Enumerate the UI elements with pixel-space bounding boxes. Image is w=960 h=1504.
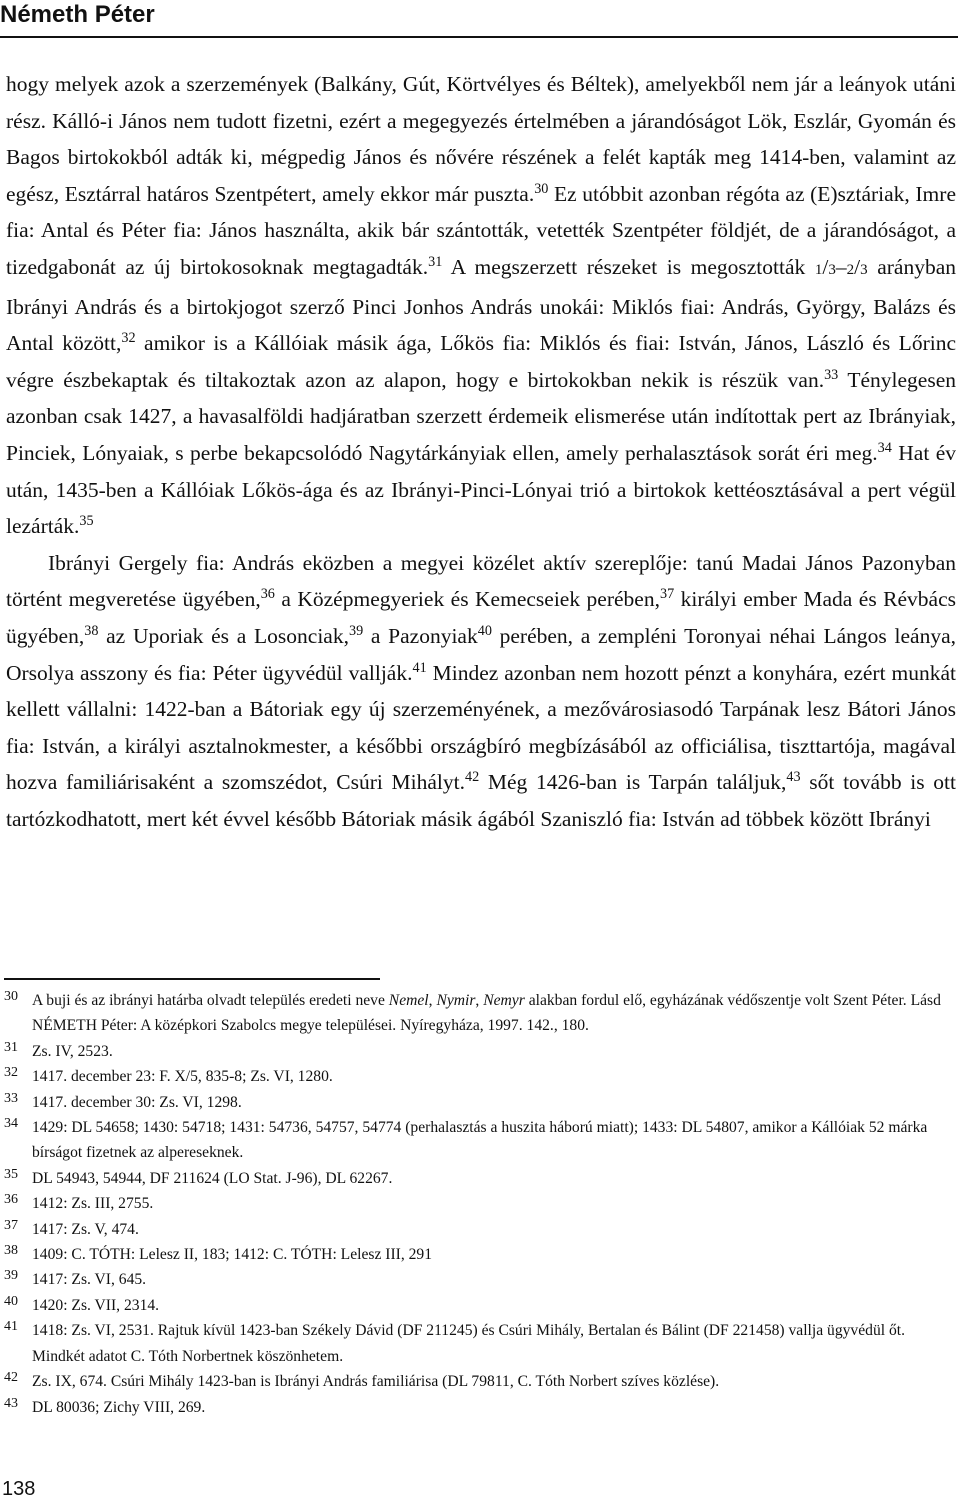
- footnotes: [4, 988, 956, 1420]
- text-run: az Uporiak és a Losonciak,: [98, 623, 349, 648]
- footnote-reference: 33: [824, 366, 839, 383]
- text-run: A megszerzett részeket is megosztották: [442, 254, 815, 279]
- text-run: 1429: DL 54658; 1430: 54718; 1431: 54736, 54757, 54774 (perhalasztás a huszita háború miatt); 1433: DL 54807, amikor a Kállóiak 52 márka bírságot fizetnek az alpereseknek.: [32, 1119, 928, 1162]
- footnote-number: 31: [4, 1039, 18, 1055]
- footnote-item: [4, 1318, 956, 1369]
- running-head-author: Németh Péter: [0, 1, 155, 28]
- italic-run: Nemel: [388, 992, 429, 1009]
- footnote-number: 42: [4, 1370, 18, 1386]
- footnote-reference: 43: [786, 769, 801, 786]
- footnote-item: [4, 1166, 956, 1191]
- text-run: 1417. december 23: F. X/5, 835-8; Zs. VI, 1280.: [32, 1068, 333, 1086]
- text-run: DL 54943, 54944, DF 211624 (LO Stat. J-96), DL 62267.: [32, 1169, 393, 1187]
- text-run: amikor is a Kállóiak másik ága, Lőkös fia: Miklós és fiai: István, János, László és Lőrinc végre észbekaptak és tiltakoztak azon az alapon, hogy e birtokokban nekik is részük van.: [6, 331, 956, 392]
- text-run: 1418: Zs. VI, 2531. Rajtuk kívül 1423-ban Székely Dávid (DF 211245) és Csúri Mihály, Bertalan és Bálint (DF 221458) vallja ügyvédül őt. Mindkét adatot C. Tóth Norbertnek köszönhetem.: [32, 1322, 905, 1365]
- text-run: DL 80036; Zichy VIII, 269.: [32, 1398, 206, 1416]
- text-run: Még 1426-ban is Tarpán találjuk,: [479, 770, 787, 795]
- text-run: Ibrányi Gergely fia: András eközben a megyei közélet aktív szereplője: tanú Madai János Pazonyban történt megveretése ügyében,: [6, 550, 956, 612]
- footnote-number: 35: [4, 1166, 18, 1182]
- footnote-number: 38: [4, 1243, 18, 1259]
- footnote-item: [4, 1217, 956, 1242]
- main-text: [6, 66, 956, 837]
- footnote-item: [4, 1267, 956, 1292]
- footnote-item: [4, 1191, 956, 1216]
- footnote-number: 33: [4, 1090, 18, 1106]
- footnote-reference: 38: [84, 623, 99, 640]
- footnote-item: [4, 1293, 956, 1318]
- text-run: Hat év után, 1435-ben a Kállóiak Lőkös-ága és az Ibrányi-Pinci-Lónyai trió a birtokok kettéosztásával a pert végül lezárták.: [6, 440, 956, 539]
- footnote-reference: 36: [260, 586, 275, 603]
- text-run: /: [822, 254, 829, 279]
- text-run: Ténylegesen azonban csak 1427, a havasalföldi hadjáratban szerzett érdemeik elismerése után indítottak pert az Ibrányiak, Pinciek, Lónyaiak, s perbe bekapcsolódó Nagytárkányiak ellen, amely perhalasztások sorát éri meg.: [6, 367, 956, 465]
- text-run: /: [854, 254, 861, 279]
- footnote-reference: 42: [465, 769, 480, 786]
- text-run: ,: [428, 992, 437, 1009]
- fraction-digit: 2: [846, 261, 855, 278]
- footnote-number: 43: [4, 1395, 18, 1411]
- italic-run: Nymir: [436, 992, 476, 1009]
- footnote-item: [4, 1369, 956, 1394]
- text-run: 1417. december 30: Zs. VI, 1298.: [32, 1093, 242, 1111]
- text-run: Mindez azonban nem hozott pénzt a konyhára, ezért munkát kellett vállalni: 1422-ban a Bátoriak egy új szerzeményének, a mezővárosiasodó Tarpának lesz Bátori János fia: István, a királyi asztalnokmester, a későbbi országbíró megbízásából az officiálisa, tiszttartója, magával hozva familiárisaként a szomszédot, Csúri Mihályt.: [6, 660, 956, 795]
- text-run: ,: [475, 992, 484, 1009]
- footnote-number: 34: [4, 1116, 18, 1132]
- footnote-reference: 32: [121, 330, 136, 347]
- footnote-item: [4, 1115, 956, 1166]
- page-number: 138: [2, 1478, 36, 1500]
- footnote-reference: 40: [477, 623, 492, 640]
- footnote-number: 39: [4, 1268, 18, 1284]
- footnote-number: 41: [4, 1319, 18, 1335]
- text-run: 1420: Zs. VII, 2314.: [32, 1296, 160, 1314]
- text-run: sőt tovább is ott tartózkodhatott, mert két évvel később Bátoriak másik ágából Szaniszló fia: István ad többek között Ibrányi: [6, 770, 956, 831]
- text-run: alakban fordul elő, egyházának védőszentje volt Szent Péter. Lásd NÉMETH Péter: A középkori Szabolcs megye települései. Nyíregyháza, 1997. 142., 180.: [32, 992, 941, 1035]
- footnote-item: [4, 1039, 956, 1064]
- text-run: 1409: C. TÓTH: Lelesz II, 183; 1412: C. TÓTH: Lelesz III, 291: [32, 1246, 433, 1264]
- text-run: 1412: Zs. III, 2755.: [32, 1195, 154, 1213]
- text-run: hogy melyek azok a szerzemények (Balkány, Gút, Körtvélyes és Béltek), amelyekből nem jár a leányok utáni rész. Kálló-i János nem tudott fizetni, ezért a megegyezés értelmében a járandóságot Lök, Eszlár, Gyomán és Bagos birtokokból adták ki, mégpedig János és nővére részének a felét kapták meg 1414-ben, valamint az egész, Esztárral határos Szentpétert, amely ekkor már puszta.: [6, 72, 956, 206]
- footnote-item: [4, 1395, 956, 1420]
- footnote-reference: 31: [428, 254, 443, 271]
- footnote-reference: 41: [412, 659, 427, 676]
- page-header: [0, 0, 960, 36]
- footnote-item: [4, 988, 956, 1039]
- footnote-item: [4, 1064, 956, 1089]
- text-run: a Középmegyeriek és Kemecseiek perében,: [274, 587, 660, 612]
- footnote-number: 36: [4, 1192, 18, 1208]
- footnote-number: 32: [4, 1065, 18, 1081]
- fraction-digit: 3: [828, 261, 836, 278]
- footnote-item: [4, 1090, 956, 1115]
- footnote-reference: 34: [877, 440, 892, 457]
- text-run: királyi ember Mada és Révbács ügyében,: [6, 587, 956, 648]
- text-run: arányban Ibrányi András és a birtokjogot szerző Pinci Jonhos András unokái: Miklós fiai: András, György, Balázs és Antal között,: [6, 254, 956, 356]
- text-run: Zs. IV, 2523.: [32, 1042, 113, 1060]
- italic-run: Nemyr: [483, 992, 525, 1009]
- footnote-reference: 30: [534, 180, 549, 197]
- footnote-number: 37: [4, 1217, 18, 1233]
- text-run: Zs. IX, 674. Csúri Mihály 1423-ban is Ibrányi András familiárisa (DL 79811, C. Tóth Norbert szíves közlése).: [32, 1373, 720, 1391]
- text-run: A buji és az ibrányi határba olvadt település eredeti neve: [32, 992, 389, 1009]
- text-run: 1417: Zs. V, 474.: [32, 1220, 139, 1238]
- text-run: a Pazonyiak: [363, 623, 478, 648]
- header-rule: [0, 36, 958, 38]
- paragraph-2: [6, 545, 956, 838]
- footnote-separator: [4, 978, 380, 980]
- paragraph-1: [6, 66, 956, 545]
- footnote-number: 40: [4, 1293, 18, 1309]
- footnote-reference: 37: [659, 586, 675, 603]
- text-run: perében, a zempléni Toronyai néhai Lángos leánya, Orsolya asszony és fia: Péter ügyvédül vallják.: [6, 623, 956, 685]
- text-run: 1417: Zs. VI, 645.: [32, 1271, 147, 1289]
- footnote-reference: 39: [348, 623, 364, 640]
- fraction-digit: 1: [814, 261, 823, 278]
- text-run: Ez utóbbit azonban régóta az (E)sztáriak, Imre fia: Antal és Péter fia: János használta, akik bár szántották, vetették Szentpéter földjét, de a járandóságot, a tizedgabonát az új birtokosoknak megtagadták.: [6, 181, 956, 279]
- text-run: –: [835, 254, 847, 279]
- footnote-reference: 35: [79, 513, 94, 530]
- footnote-item: [4, 1242, 956, 1267]
- fraction-digit: 3: [860, 261, 868, 278]
- footnote-number: 30: [4, 989, 18, 1004]
